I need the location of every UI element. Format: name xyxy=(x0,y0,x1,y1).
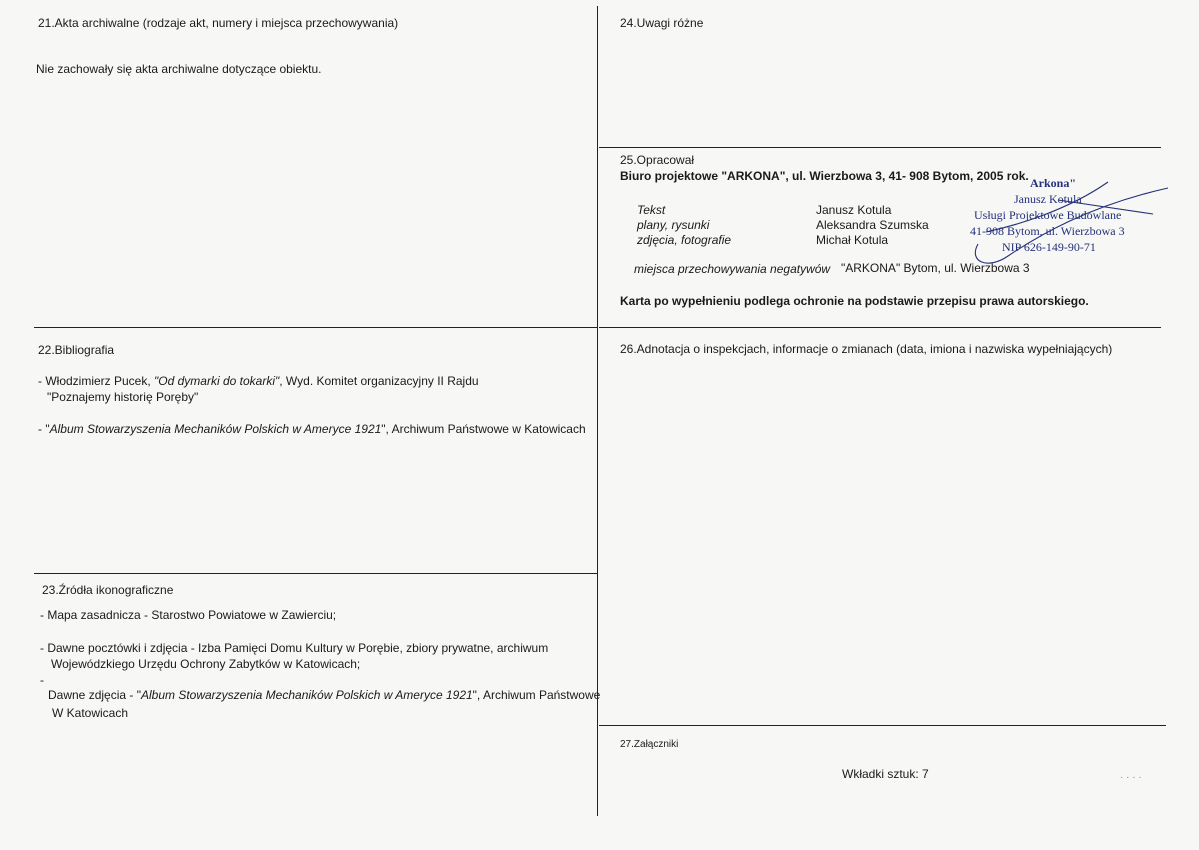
divider-21-22 xyxy=(34,327,597,328)
bibliography-item-2-prefix: - " xyxy=(38,422,50,436)
bibliography-item-1-rest: , Wyd. Komitet organizacyjny II Rajdu xyxy=(279,374,479,388)
bibliography-item-2-rest: ", Archiwum Państwowe w Katowicach xyxy=(381,422,586,436)
office-line: Biuro projektowe "ARKONA", ul. Wierzbowa 3, 41- 908 Bytom, 2005 rok. xyxy=(620,169,1029,183)
iconography-item-3-dash: - xyxy=(40,673,44,687)
author-text: Janusz Kotula xyxy=(816,203,892,217)
iconography-item-3 xyxy=(48,688,600,703)
divider-25-26 xyxy=(599,327,1161,328)
author-plans: Aleksandra Szumska xyxy=(816,218,929,232)
bibliography-item-1-title: "Od dymarki do tokarki" xyxy=(154,374,280,388)
divider-24-25 xyxy=(599,147,1161,148)
stamp-line-1: Arkona" xyxy=(1030,176,1077,190)
negatives-label: miejsca przechowywania negatywów xyxy=(634,262,831,276)
negatives-value: "ARKONA" Bytom, ul. Wierzbowa 3 xyxy=(841,261,1030,275)
section-23-title: 23.Źródła ikonograficzne xyxy=(42,583,174,597)
divider-26-27 xyxy=(599,725,1166,726)
section-27-title: 27.Załączniki xyxy=(620,739,679,750)
section-26-title: 26.Adnotacja o inspekcjach, informacje o zmianach (data, imiona i nazwiska wypełniających) xyxy=(620,342,1113,356)
section-24-title: 24.Uwagi różne xyxy=(620,16,704,30)
divider-22-23 xyxy=(34,573,597,574)
role-text: Tekst xyxy=(637,203,666,217)
bibliography-item-1 xyxy=(38,374,479,389)
iconography-item-3-rest: ", Archiwum Państwowe xyxy=(472,688,601,702)
stamp-line-3: Usługi Projektowe Budowlane xyxy=(974,208,1122,222)
iconography-item-3-line2: W Katowicach xyxy=(52,706,129,720)
stamp-line-2: Janusz Kotula xyxy=(1014,192,1082,206)
bibliography-item-2 xyxy=(38,422,586,437)
role-plans: plany, rysunki xyxy=(637,218,710,232)
company-stamp xyxy=(958,170,1180,280)
bibliography-item-1-prefix: - Włodzimierz Pucek, xyxy=(38,374,155,388)
copyright-notice: Karta po wypełnieniu podlega ochronie na podstawie przepisu prawa autorskiego. xyxy=(620,294,1089,308)
iconography-item-3-title: Album Stowarzyszenia Mechaników Polskich w Ameryce 1921 xyxy=(140,688,473,702)
section-21-body: Nie zachowały się akta archiwalne dotyczące obiektu. xyxy=(36,62,322,76)
iconography-item-1: - Mapa zasadnicza - Starostwo Powiatowe w Zawierciu; xyxy=(40,608,337,622)
scan-artifact: · · · · xyxy=(1120,772,1142,783)
section-21-title: 21.Akta archiwalne (rodzaje akt, numery i miejsca przechowywania) xyxy=(38,16,399,30)
stamp-line-4: 41-908 Bytom, ul. Wierzbowa 3 xyxy=(970,224,1125,238)
role-photos: zdjęcia, fotografie xyxy=(637,233,732,247)
section-22-title: 22.Bibliografia xyxy=(38,343,115,357)
iconography-item-3-prefix: Dawne zdjęcia - " xyxy=(48,688,141,702)
iconography-item-2-line2: Wojewódzkiego Urzędu Ochrony Zabytków w Katowicach; xyxy=(51,657,361,671)
iconography-item-2-line1: - Dawne pocztówki i zdjęcia - Izba Pamięci Domu Kultury w Porębie, zbiory prywatne, archiwum xyxy=(40,641,549,655)
section-25-title: 25.Opracował xyxy=(620,153,695,167)
bibliography-item-1-line2: "Poznajemy historię Poręby" xyxy=(47,390,199,404)
author-photos: Michał Kotula xyxy=(816,233,889,247)
signature-scribble xyxy=(958,170,1180,280)
attachments-count: Wkładki sztuk: 7 xyxy=(842,767,929,781)
stamp-line-5: NIP 626-149-90-71 xyxy=(1002,240,1096,254)
bibliography-item-2-title: Album Stowarzyszenia Mechaników Polskich w Ameryce 1921 xyxy=(49,422,382,436)
